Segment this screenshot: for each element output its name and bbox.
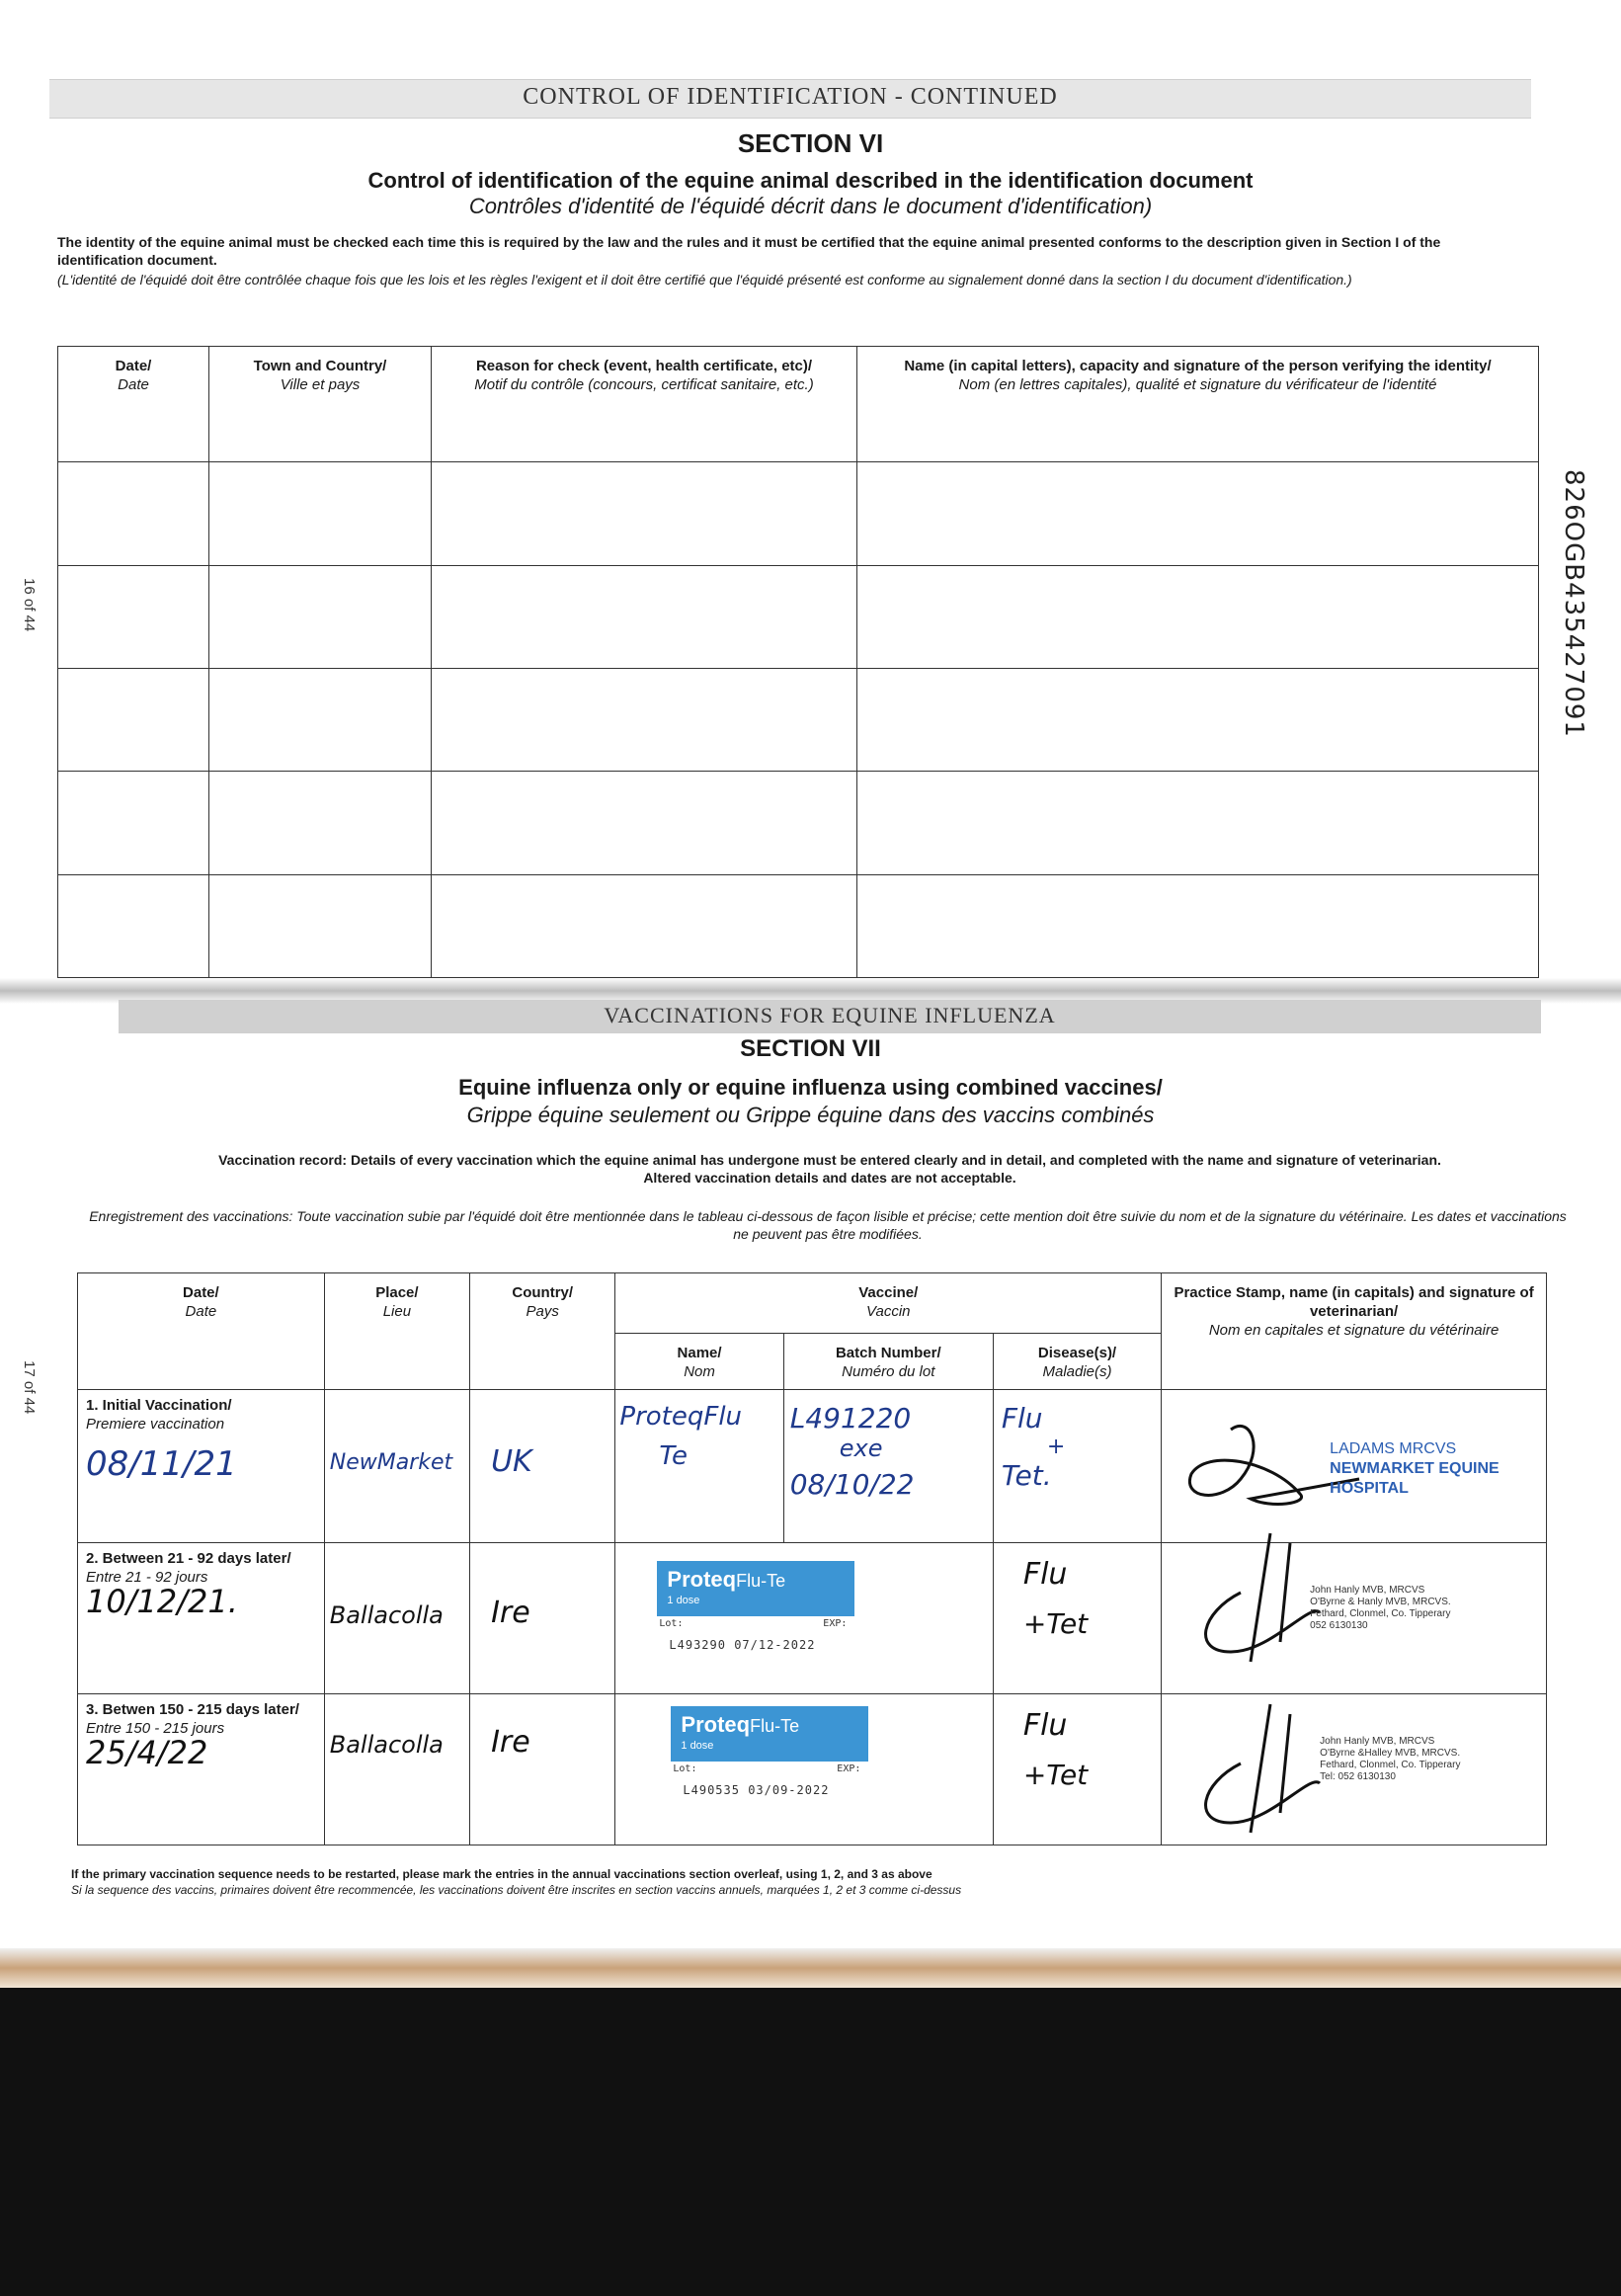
vcol-stamp-header bbox=[1162, 1273, 1547, 1390]
row3-lot-code: L490535 03/09-2022 bbox=[683, 1783, 830, 1798]
row2-product bbox=[667, 1567, 785, 1593]
row2-lot-label: Lot: bbox=[659, 1618, 684, 1630]
row2-vaccine-label bbox=[649, 1561, 862, 1653]
section6-intro-fr: (L'identité de l'équidé doit être contrôlée chaque fois que les lois et les règles l'exigent et il doit être certifié que l'équidé présenté est conforme au signalement donné dans la section I du document d'identification.) bbox=[57, 272, 1352, 287]
row3-product-sub: Flu-Te bbox=[750, 1716, 800, 1737]
row3-dose: 1 dose bbox=[681, 1740, 714, 1753]
vaccination-table bbox=[77, 1272, 1547, 1845]
row2-label-fr: Entre 21 - 92 jours bbox=[86, 1569, 208, 1587]
row3-place: Ballacolla bbox=[329, 1731, 444, 1760]
vaccination-record-fr: Enregistrement des vaccinations: Toute vaccination subie par l'équidé doit être mentionnée dans le tableau ci-dessous de façon lisible et précise; cette mention doit être suivie du nom et de la signature du vétérinaire. Les dates et vaccinations ne peuvent pas être modifiées. bbox=[89, 1208, 1567, 1242]
row1-label-en: 1. Initial Vaccination/ bbox=[86, 1397, 232, 1415]
vcol-vaccine-fr: Vaccin bbox=[866, 1303, 911, 1320]
vcol-disease-fr: Maladie(s) bbox=[1042, 1363, 1112, 1381]
vcol-name-fr: Nom bbox=[684, 1363, 715, 1381]
section7-subtitle-en: Equine influenza only or equine influenza using combined vaccines/ bbox=[458, 1075, 1163, 1100]
row1-name-cell bbox=[615, 1390, 783, 1543]
row3-product bbox=[681, 1712, 799, 1738]
row3-signature bbox=[1181, 1694, 1330, 1843]
row1-label-fr: Premiere vaccination bbox=[86, 1416, 225, 1434]
row2-stamp-line-3: Fethard, Clonmel, Co. Tipperary bbox=[1310, 1608, 1451, 1620]
row2-stamp-line-2: O'Byrne & Hanly MVB, MRCVS. bbox=[1310, 1597, 1451, 1608]
row2-exp-label: EXP: bbox=[823, 1618, 848, 1630]
row1-country-cell bbox=[470, 1390, 615, 1543]
row2-signature bbox=[1181, 1523, 1330, 1672]
row2-stamp-line-1: John Hanly MVB, MRCVS bbox=[1310, 1585, 1425, 1597]
row3-product-name: Proteq bbox=[681, 1712, 751, 1738]
section6-subtitle-en: Control of identification of the equine animal described in the identification document bbox=[367, 168, 1254, 193]
row2-product-name: Proteq bbox=[667, 1567, 737, 1593]
vcol-country-fr: Pays bbox=[526, 1303, 559, 1320]
row3-label-fr: Entre 150 - 215 jours bbox=[86, 1720, 225, 1738]
vcol-stamp-fr: Nom en capitales et signature du vétérinaire bbox=[1208, 1322, 1499, 1339]
row1-place: NewMarket bbox=[329, 1450, 453, 1476]
section6-subtitle-fr: Contrôles d'identité de l'équidé décrit dans le document d'identification) bbox=[468, 194, 1153, 218]
col-name-fr: Nom (en lettres capitales), qualité et signature du vérificateur de l'identité bbox=[958, 376, 1437, 393]
row2-product-sub: Flu-Te bbox=[736, 1571, 786, 1592]
table-row bbox=[58, 668, 1539, 771]
row2-date: 10/12/21. bbox=[86, 1583, 238, 1621]
row2-country-cell bbox=[470, 1543, 615, 1694]
top-banner-text: CONTROL OF IDENTIFICATION - CONTINUED bbox=[523, 84, 1058, 110]
row1-batch-cell bbox=[783, 1390, 993, 1543]
row2-place: Ballacolla bbox=[329, 1601, 444, 1630]
vaccination-record-text2: Altered vaccination details and dates are not acceptable. bbox=[643, 1170, 1016, 1186]
row2-label-band bbox=[657, 1561, 854, 1616]
vaccination-record-en bbox=[89, 1151, 1571, 1187]
row1-date: 08/11/21 bbox=[86, 1444, 237, 1485]
vcol-batch-header bbox=[783, 1334, 993, 1390]
row3-country-cell bbox=[470, 1694, 615, 1845]
vaccination-banner-text: VACCINATIONS FOR EQUINE INFLUENZA bbox=[604, 1003, 1056, 1027]
col-date-en: Date/ bbox=[115, 358, 152, 374]
row1-vaccine-name-2: Te bbox=[659, 1441, 689, 1472]
vcol-date-header bbox=[78, 1273, 325, 1390]
vcol-date-en: Date/ bbox=[183, 1284, 219, 1301]
vcol-place-en: Place/ bbox=[375, 1284, 419, 1301]
col-reason-en: Reason for check (event, health certificate, etc)/ bbox=[475, 358, 813, 374]
vcol-vaccine-en: Vaccine/ bbox=[858, 1284, 919, 1301]
page-bottom-edge bbox=[0, 1948, 1621, 1988]
row3-label-en: 3. Betwen 150 - 215 days later/ bbox=[86, 1701, 299, 1719]
vcol-batch-fr: Numéro du lot bbox=[842, 1363, 935, 1381]
row3-stamp bbox=[1320, 1736, 1460, 1783]
document-id-code: 826OGB435427091 bbox=[1559, 469, 1588, 738]
row3-place-cell bbox=[324, 1694, 469, 1845]
row3-stamp-line-2: O'Byrne &Halley MVB, MRCVS. bbox=[1320, 1748, 1461, 1760]
col-town-fr: Ville et pays bbox=[280, 376, 361, 393]
row1-disease-1: Flu bbox=[1001, 1402, 1043, 1435]
row3-disease-1: Flu bbox=[1022, 1708, 1068, 1744]
row2-lot-code: L493290 07/12-2022 bbox=[669, 1638, 816, 1653]
row1-batch: L491220 bbox=[789, 1402, 912, 1435]
vaccination-row-2 bbox=[78, 1543, 1547, 1694]
row1-date-cell bbox=[78, 1390, 325, 1543]
vaccination-record-label: Vaccination record: bbox=[218, 1152, 348, 1168]
row2-disease-2: +Tet bbox=[1022, 1607, 1089, 1641]
vcol-country-en: Country/ bbox=[512, 1284, 574, 1301]
row3-stamp-line-3: Fethard, Clonmel, Co. Tipperary bbox=[1320, 1760, 1461, 1771]
row2-disease-cell bbox=[993, 1543, 1161, 1694]
vcol-place-header bbox=[324, 1273, 469, 1390]
page-number-16: 16 of 44 bbox=[21, 578, 38, 632]
row3-disease-2: +Tet bbox=[1022, 1759, 1089, 1792]
row1-disease-cell bbox=[993, 1390, 1161, 1543]
row3-stamp-line-4: Tel: 052 6130130 bbox=[1320, 1771, 1396, 1783]
col-date-fr: Date bbox=[118, 376, 149, 393]
vcol-date-fr: Date bbox=[185, 1303, 217, 1320]
redacted-area bbox=[0, 1988, 1621, 2296]
row2-label-cell bbox=[615, 1543, 993, 1694]
row2-date-cell bbox=[78, 1543, 325, 1694]
table-row bbox=[58, 565, 1539, 668]
table-row bbox=[58, 462, 1539, 565]
vcol-disease-en: Disease(s)/ bbox=[1037, 1345, 1117, 1362]
row1-disease-2: + bbox=[1046, 1435, 1066, 1460]
vaccination-row-1 bbox=[78, 1390, 1547, 1543]
row2-label-en: 2. Between 21 - 92 days later/ bbox=[86, 1550, 291, 1568]
footnote-fr: Si la sequence des vaccins, primaires doivent être recommencée, les vaccinations doivent être inscrites en section vaccins annuels, marquées 1, 2 et 3 comme ci-dessus bbox=[71, 1883, 962, 1897]
row3-lot-label: Lot: bbox=[673, 1763, 697, 1775]
row2-stamp-line-4: 052 6130130 bbox=[1310, 1620, 1368, 1632]
vcol-vaccine-header bbox=[615, 1273, 1162, 1334]
section6-title: SECTION VI bbox=[737, 128, 884, 158]
section7-subtitle-fr: Grippe équine seulement ou Grippe équine dans des vaccins combinés bbox=[466, 1103, 1155, 1127]
row2-stamp bbox=[1310, 1585, 1451, 1632]
vcol-name-en: Name/ bbox=[677, 1345, 722, 1362]
vaccination-banner bbox=[119, 1000, 1541, 1033]
row1-stamp bbox=[1330, 1439, 1546, 1499]
col-name-header bbox=[857, 347, 1539, 462]
row3-date-cell bbox=[78, 1694, 325, 1845]
section7-title: SECTION VII bbox=[740, 1035, 881, 1062]
row3-label-cell bbox=[615, 1694, 993, 1845]
table-row bbox=[58, 772, 1539, 874]
row3-stamp-cell bbox=[1162, 1694, 1547, 1845]
row3-exp-label: EXP: bbox=[837, 1763, 861, 1775]
table-row bbox=[58, 874, 1539, 977]
row3-stamp-line-1: John Hanly MVB, MRCVS bbox=[1320, 1736, 1435, 1748]
row2-disease-1: Flu bbox=[1022, 1557, 1068, 1593]
row1-vaccine-name: ProteqFlu bbox=[619, 1402, 743, 1433]
row2-dose: 1 dose bbox=[667, 1595, 700, 1607]
vcol-stamp-en: Practice Stamp, name (in capitals) and signature of veterinarian/ bbox=[1174, 1284, 1534, 1320]
vcol-country-header bbox=[470, 1273, 615, 1390]
row1-stamp-name: LADAMS MRCVS bbox=[1330, 1440, 1457, 1458]
vaccination-record-text: Details of every vaccination which the equine animal has undergone must be entered clearly and in detail, and completed with the name and signature of veterinarian. bbox=[350, 1152, 1441, 1168]
col-reason-fr: Motif du contrôle (concours, certificat sanitaire, etc.) bbox=[474, 376, 814, 393]
page-number-17: 17 of 44 bbox=[21, 1360, 38, 1415]
row1-country: UK bbox=[491, 1444, 532, 1480]
row1-stamp-practice: NEWMARKET EQUINE HOSPITAL bbox=[1330, 1460, 1499, 1498]
row2-stamp-cell bbox=[1162, 1543, 1547, 1694]
section6-intro-en: The identity of the equine animal must be checked each time this is required by the law and the rules and it must be certified that the equine animal presented conforms to the description given in Section I of the identification document. bbox=[57, 234, 1441, 268]
identity-check-table bbox=[57, 346, 1539, 978]
vcol-disease-header bbox=[993, 1334, 1161, 1390]
row3-label-band bbox=[671, 1706, 868, 1762]
row1-stamp-cell bbox=[1162, 1390, 1547, 1543]
row2-country: Ire bbox=[491, 1596, 530, 1631]
row1-disease-3: Tet. bbox=[1001, 1459, 1052, 1493]
col-date-header bbox=[58, 347, 209, 462]
col-town-en: Town and Country/ bbox=[253, 358, 387, 374]
vaccination-row-3 bbox=[78, 1694, 1547, 1845]
col-town-header bbox=[209, 347, 432, 462]
vcol-name-header bbox=[615, 1334, 783, 1390]
row3-date: 25/4/22 bbox=[86, 1734, 208, 1772]
row3-country: Ire bbox=[491, 1725, 530, 1761]
row1-batch-exp: 08/10/22 bbox=[789, 1468, 915, 1502]
col-reason-header bbox=[432, 347, 857, 462]
row3-disease-cell bbox=[993, 1694, 1161, 1845]
row1-batch-exp-label: exe bbox=[839, 1435, 883, 1463]
row3-vaccine-label bbox=[663, 1706, 876, 1798]
vcol-batch-en: Batch Number/ bbox=[835, 1345, 941, 1362]
top-banner bbox=[49, 79, 1531, 119]
row2-place-cell bbox=[324, 1543, 469, 1694]
row1-place-cell bbox=[324, 1390, 469, 1543]
footnote-en: If the primary vaccination sequence needs to be restarted, please mark the entries in the annual vaccinations section overleaf, using 1, 2, and 3 as above bbox=[71, 1867, 932, 1881]
vcol-place-fr: Lieu bbox=[382, 1303, 412, 1320]
col-name-en: Name (in capital letters), capacity and signature of the person verifying the identity/ bbox=[904, 358, 1492, 374]
